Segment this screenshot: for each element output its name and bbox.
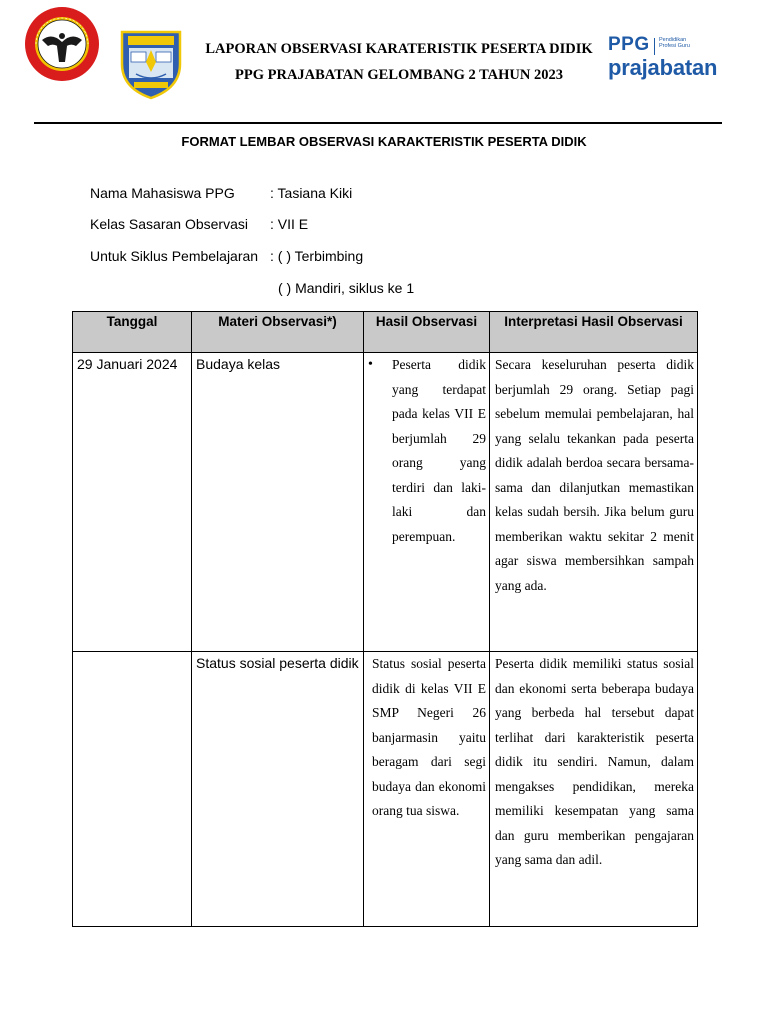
meta-value-siklus-terbimbing: : ( ) Terbimbing xyxy=(270,248,364,264)
cell-materi: Status sosial peserta didik xyxy=(192,652,364,927)
document-title: FORMAT LEMBAR OBSERVASI KARAKTERISTIK PESERTA DIDIK xyxy=(181,134,587,149)
table-row xyxy=(73,353,698,652)
table-header-row xyxy=(73,312,698,353)
cell-hasil xyxy=(364,353,490,652)
school-emblem-icon xyxy=(118,26,184,100)
cell-hasil-text: Peserta didik yang terdapat pada kelas VII E berjumlah 29 orang yang terdiri dan laki-laki dan perempuan. xyxy=(392,357,486,544)
meta-label-siklus: Untuk Siklus Pembelajaran xyxy=(90,248,259,264)
header-interpretasi: Interpretasi Hasil Observasi xyxy=(490,312,698,353)
header-divider xyxy=(34,122,722,124)
header-hasil: Hasil Observasi xyxy=(364,312,490,353)
report-header xyxy=(192,36,606,88)
ppg-logo-tagline: Pendidikan Profesi Guru xyxy=(659,37,690,49)
table-row xyxy=(73,652,698,927)
header-materi: Materi Observasi*) xyxy=(192,312,364,353)
ppg-prajabatan-logo xyxy=(606,34,728,86)
ppg-logo-divider xyxy=(654,38,655,55)
ppg-logo-bottom: prajabatan xyxy=(608,55,718,80)
meta-label-nama: Nama Mahasiswa PPG xyxy=(90,185,235,201)
cell-hasil: Status sosial peserta didik di kelas VII E SMP Negeri 26 banjarmasin yaitu beragam dari segi budaya dan ekonomi orang tua siswa. xyxy=(364,652,490,927)
meta-value-kelas: : VII E xyxy=(270,216,309,232)
ppg-logo-top: PPG xyxy=(608,34,650,55)
cell-tanggal xyxy=(73,652,192,927)
meta-label-kelas: Kelas Sasaran Observasi xyxy=(90,216,248,232)
cell-tanggal: 29 Januari 2024 xyxy=(73,353,192,652)
observation-table xyxy=(72,311,698,927)
cell-materi: Budaya kelas xyxy=(192,353,364,652)
header-line-1: LAPORAN OBSERVASI KARATERISTIK PESERTA DIDIK xyxy=(205,41,593,57)
university-seal-icon xyxy=(24,6,100,82)
header-tanggal: Tanggal xyxy=(73,312,192,353)
cell-interpretasi: Secara keseluruhan peserta didik berjumlah 29 orang. Setiap pagi sebelum memulai pembelajaran, hal yang selalu tekankan pada peserta didik adalah berdoa secara bersama-sama dan dilanjutkan memastikan kelas sudah bersih. Jika belum guru memberikan waktu sekitar 2 menit agar siswa membersihkan sampah yang ada. xyxy=(490,353,698,652)
cell-interpretasi: Peserta didik memiliki status sosial dan ekonomi serta beberapa budaya yang berbeda hal tersebut dapat terlihat dari karakteristik peserta didik itu sendiri. Namun, dalam mengakses pendidikan, mereka memiliki kesempatan yang sama dan guru memberikan pengajaran yang sama dan adil. xyxy=(490,652,698,927)
meta-value-nama: : Tasiana Kiki xyxy=(270,185,353,201)
header-line-2: PPG PRAJABATAN GELOMBANG 2 TAHUN 2023 xyxy=(235,67,563,83)
bullet-icon: • xyxy=(368,357,373,372)
meta-value-siklus-mandiri: ( ) Mandiri, siklus ke 1 xyxy=(278,280,415,296)
